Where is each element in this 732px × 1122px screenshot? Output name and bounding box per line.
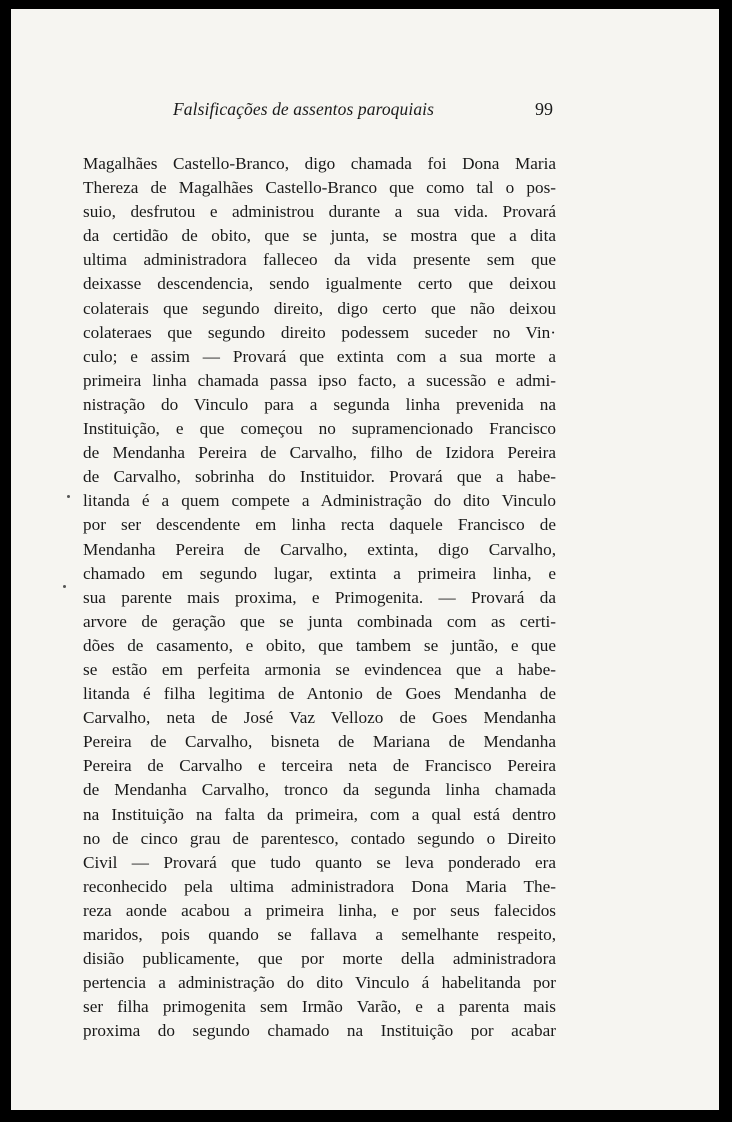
text-line: Instituição, e que começou no supramencionado Francisco [83,419,556,439]
text-line: de Carvalho, sobrinha do Instituidor. Provará que a habe- [83,467,556,487]
text-line: sua parente mais proxima, e Primogenita. — Provará da [83,587,556,607]
text-line: de Mendanha Carvalho, tronco da segunda linha chamada [83,780,556,800]
text-line: arvore de geração que se junta combinada com as certi- [83,611,556,631]
paper-speck [63,585,66,588]
text-line: na Instituição na falta da primeira, com a qual está dentro [83,804,556,824]
text-line: disião publicamente, que por morte della administradora [83,949,556,969]
text-line: da certidão de obito, que se junta, se mostra que a dita [83,226,556,246]
text-line: litanda é a quem compete a Administração do dito Vinculo [83,491,556,511]
text-line: reza aonde acabou a primeira linha, e por seus falecidos [83,900,556,920]
body-text [83,152,556,1043]
text-line: Thereza de Magalhães Castello-Branco que como tal o pos- [83,178,556,198]
text-line: litanda é filha legitima de Antonio de Goes Mendanha de [83,684,556,704]
text-line: chamado em segundo lugar, extinta a primeira linha, e [83,563,556,583]
text-line: proxima do segundo chamado na Instituição por acabar [83,1021,556,1041]
text-line: Civil — Provará que tudo quanto se leva ponderado era [83,852,556,872]
text-line: pertencia a administração do dito Vinculo á habelitanda por [83,973,556,993]
text-line: culo; e assim — Provará que extinta com a sua morte a [83,346,556,366]
paper-speck [67,495,70,498]
text-line: deixasse descendencia, sendo igualmente certo que deixou [83,274,556,294]
text-line: suio, desfrutou e administrou durante a sua vida. Provará [83,202,556,222]
text-line: Pereira de Carvalho, bisneta de Mariana de Mendanha [83,732,556,752]
text-line: Carvalho, neta de José Vaz Vellozo de Goes Mendanha [83,708,556,728]
text-line: por ser descendente em linha recta daquele Francisco de [83,515,556,535]
text-line: Pereira de Carvalho e terceira neta de Francisco Pereira [83,756,556,776]
text-line: maridos, pois quando se fallava a semelhante respeito, [83,925,556,944]
text-line: de Mendanha Pereira de Carvalho, filho de Izidora Pereira [83,443,556,463]
text-line: dões de casamento, e obito, que tambem se juntão, e que [83,635,556,655]
text-line: reconhecido pela ultima administradora Dona Maria The- [83,876,556,896]
text-line: Mendanha Pereira de Carvalho, extinta, digo Carvalho, [83,539,556,559]
page-number: 99 [535,99,553,119]
text-line: colateraes que segundo direito podessem suceder no Vin· [83,322,556,342]
text-line: ultima administradora falleceo da vida presente sem que [83,250,556,270]
text-line: Magalhães Castello-Branco, digo chamada foi Dona Maria [83,154,556,173]
text-line: primeira linha chamada passa ipso facto, a sucessão e admi- [83,370,556,390]
text-line: nistração do Vinculo para a segunda linha prevenida na [83,394,556,414]
book-page [11,9,719,1110]
text-line: no de cinco grau de parentesco, contado segundo o Direito [83,828,556,848]
running-header [11,99,719,127]
text-line: colaterais que segundo direito, digo certo que não deixou [83,298,556,318]
running-title: Falsificações de assentos paroquiais [173,99,435,119]
text-line: se estão em perfeita armonia se evindencea que a habe- [83,659,556,679]
text-line: ser filha primogenita sem Irmão Varão, e a parenta mais [83,997,556,1017]
